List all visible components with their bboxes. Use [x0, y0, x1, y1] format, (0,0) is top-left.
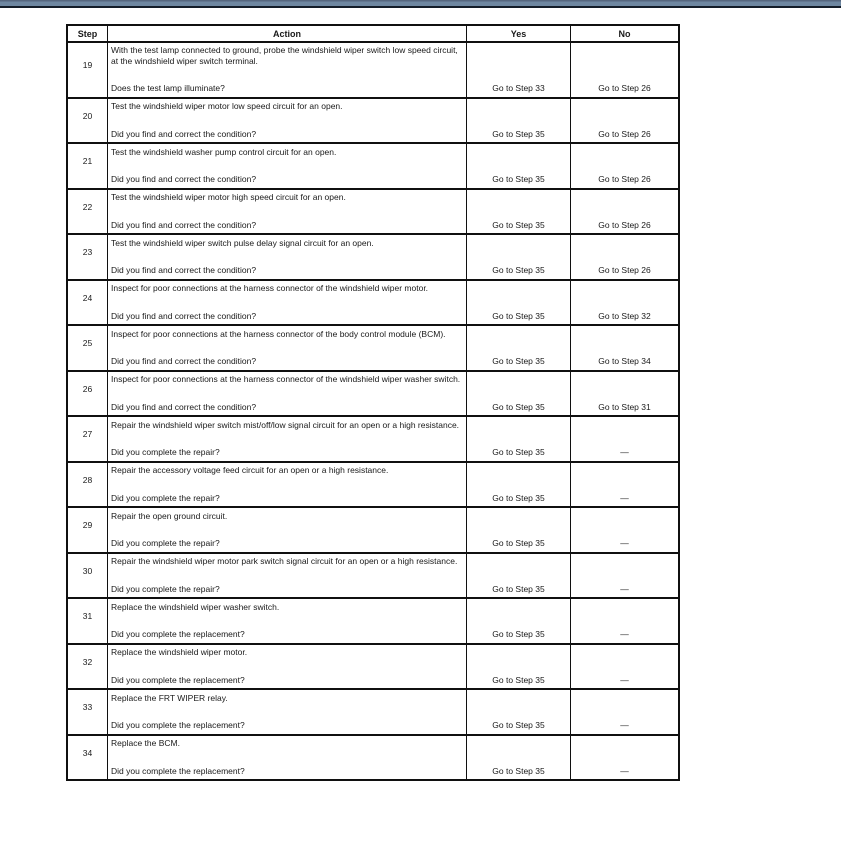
action-question: Did you complete the replacement?	[111, 720, 245, 730]
action-description: Replace the FRT WIPER relay.	[111, 692, 228, 703]
action-cell	[107, 372, 466, 416]
action-cell	[107, 508, 466, 552]
step-number: 30	[82, 565, 93, 576]
no-result: Go to Step 34	[570, 326, 678, 370]
yes-result: Go to Step 35	[466, 281, 570, 325]
action-cell	[107, 281, 466, 325]
action-question: Did you find and correct the condition?	[111, 219, 257, 230]
action-description: Repair the open ground circuit.	[111, 510, 228, 521]
table-row	[68, 279, 678, 325]
table-row	[68, 142, 678, 188]
action-question: Did you complete the replacement?	[111, 629, 245, 639]
yes-result: Go to Step 35	[466, 417, 570, 461]
action-question: Did you find and correct the condition?	[111, 265, 257, 275]
action-spacer	[111, 430, 462, 447]
action-spacer	[111, 476, 462, 493]
action-spacer	[111, 521, 462, 538]
no-result: —	[570, 690, 678, 734]
step-number: 22	[82, 201, 93, 212]
action-spacer	[111, 112, 462, 129]
yes-result: Go to Step 35	[466, 326, 570, 370]
yes-result: Go to Step 35	[466, 190, 570, 234]
step-number: 34	[82, 747, 93, 758]
action-spacer	[111, 248, 462, 265]
yes-result: Go to Step 35	[466, 144, 570, 188]
action-spacer	[111, 658, 462, 675]
action-description: Test the windshield wiper motor high speed circuit for an open.	[111, 192, 346, 202]
no-result: —	[570, 417, 678, 461]
no-result: —	[570, 599, 678, 643]
action-question: Did you find and correct the condition?	[111, 401, 257, 412]
action-question: Did you complete the replacement?	[111, 765, 245, 776]
action-description: Repair the accessory voltage feed circuit for an open or a high resistance.	[111, 465, 389, 475]
action-question: Did you complete the repair?	[111, 492, 220, 503]
header-step: Step	[77, 28, 98, 39]
header-action: Action	[107, 26, 466, 41]
action-question: Did you find and correct the condition?	[111, 128, 257, 139]
step-number: 25	[82, 338, 93, 348]
no-result: —	[570, 554, 678, 598]
action-question: Did you find and correct the condition?	[111, 356, 257, 366]
action-question: Did you complete the repair?	[111, 447, 220, 457]
table-row	[68, 370, 678, 416]
no-result: Go to Step 26	[570, 43, 678, 97]
action-spacer	[111, 294, 462, 311]
action-description: Repair the windshield wiper motor park switch signal circuit for an open or a high resistance.	[111, 556, 458, 566]
action-cell	[107, 43, 466, 97]
table-row	[68, 643, 678, 689]
no-result: —	[570, 736, 678, 780]
action-spacer	[111, 339, 462, 356]
table-header-row	[68, 26, 678, 41]
step-number: 28	[82, 474, 93, 485]
yes-result: Go to Step 35	[466, 508, 570, 552]
action-cell	[107, 417, 466, 461]
table-row	[68, 506, 678, 552]
action-cell	[107, 235, 466, 279]
table-row	[68, 41, 678, 97]
action-cell	[107, 599, 466, 643]
table-row	[68, 188, 678, 234]
yes-result: Go to Step 35	[466, 372, 570, 416]
step-number: 26	[82, 383, 93, 394]
table-body	[68, 41, 678, 780]
action-spacer	[111, 203, 462, 220]
no-result: Go to Step 31	[570, 372, 678, 416]
table-row	[68, 552, 678, 598]
action-question: Did you find and correct the condition?	[111, 310, 257, 321]
yes-result: Go to Step 35	[466, 599, 570, 643]
action-cell	[107, 690, 466, 734]
step-number: 29	[82, 520, 93, 530]
yes-result: Go to Step 35	[466, 736, 570, 780]
action-cell	[107, 554, 466, 598]
action-spacer	[111, 157, 462, 174]
step-number: 20	[82, 110, 93, 121]
step-number: 31	[82, 611, 93, 621]
yes-result: Go to Step 35	[466, 99, 570, 143]
yes-result: Go to Step 35	[466, 235, 570, 279]
step-number: 33	[82, 702, 93, 712]
action-cell	[107, 463, 466, 507]
yes-result: Go to Step 35	[466, 554, 570, 598]
no-result: —	[570, 645, 678, 689]
action-question: Did you complete the repair?	[111, 583, 220, 594]
no-result: —	[570, 463, 678, 507]
action-cell	[107, 144, 466, 188]
header-no: No	[570, 26, 678, 41]
no-result: Go to Step 32	[570, 281, 678, 325]
action-description: Test the windshield wiper switch pulse delay signal circuit for an open.	[111, 237, 374, 248]
yes-result: Go to Step 33	[466, 43, 570, 97]
action-description: Repair the windshield wiper switch mist/off/low signal circuit for an open or a high resistance.	[111, 419, 460, 430]
action-question: Did you complete the replacement?	[111, 674, 245, 685]
action-cell	[107, 99, 466, 143]
no-result: Go to Step 26	[570, 235, 678, 279]
table-row	[68, 233, 678, 279]
no-result: Go to Step 26	[570, 190, 678, 234]
action-cell	[107, 190, 466, 234]
action-question: Did you find and correct the condition?	[111, 174, 257, 184]
table-row	[68, 324, 678, 370]
action-question: Did you complete the repair?	[111, 538, 220, 548]
action-description: Inspect for poor connections at the harness connector of the body control module (BCM).	[111, 328, 446, 339]
action-spacer	[111, 612, 462, 629]
yes-result: Go to Step 35	[466, 690, 570, 734]
table-row	[68, 688, 678, 734]
step-number: 19	[82, 59, 93, 70]
yes-result: Go to Step 35	[466, 645, 570, 689]
step-number: 27	[82, 429, 93, 439]
table-row	[68, 97, 678, 143]
page-top-divider-bar	[0, 0, 841, 8]
step-number: 32	[82, 656, 93, 667]
step-number: 21	[82, 156, 93, 166]
action-description: Test the windshield washer pump control circuit for an open.	[111, 146, 337, 157]
step-number: 23	[82, 247, 93, 257]
table-row	[68, 734, 678, 780]
no-result: Go to Step 26	[570, 144, 678, 188]
action-description: Replace the windshield wiper motor.	[111, 647, 248, 657]
action-description: Replace the windshield wiper washer switch.	[111, 601, 280, 612]
action-question: Does the test lamp illuminate?	[111, 83, 225, 93]
action-spacer	[111, 567, 462, 584]
action-cell	[107, 326, 466, 370]
action-description: With the test lamp connected to ground, probe the windshield wiper switch low speed circuit, at the windshield wiper switch terminal.	[111, 45, 458, 66]
action-description: Test the windshield wiper motor low speed circuit for an open.	[111, 101, 343, 111]
step-number: 24	[82, 292, 93, 303]
action-description: Replace the BCM.	[111, 738, 180, 748]
action-spacer	[111, 385, 462, 402]
no-result: —	[570, 508, 678, 552]
yes-result: Go to Step 35	[466, 463, 570, 507]
action-cell	[107, 645, 466, 689]
action-spacer	[111, 749, 462, 766]
table-row	[68, 461, 678, 507]
table-row	[68, 415, 678, 461]
action-spacer	[111, 66, 462, 83]
action-description: Inspect for poor connections at the harness connector of the windshield wiper motor.	[111, 283, 429, 293]
diagnostic-table	[66, 24, 680, 781]
action-spacer	[111, 703, 462, 720]
action-description: Inspect for poor connections at the harness connector of the windshield wiper washer switch.	[111, 374, 461, 384]
table-row	[68, 597, 678, 643]
no-result: Go to Step 26	[570, 99, 678, 143]
header-yes: Yes	[466, 26, 570, 41]
action-cell	[107, 736, 466, 780]
